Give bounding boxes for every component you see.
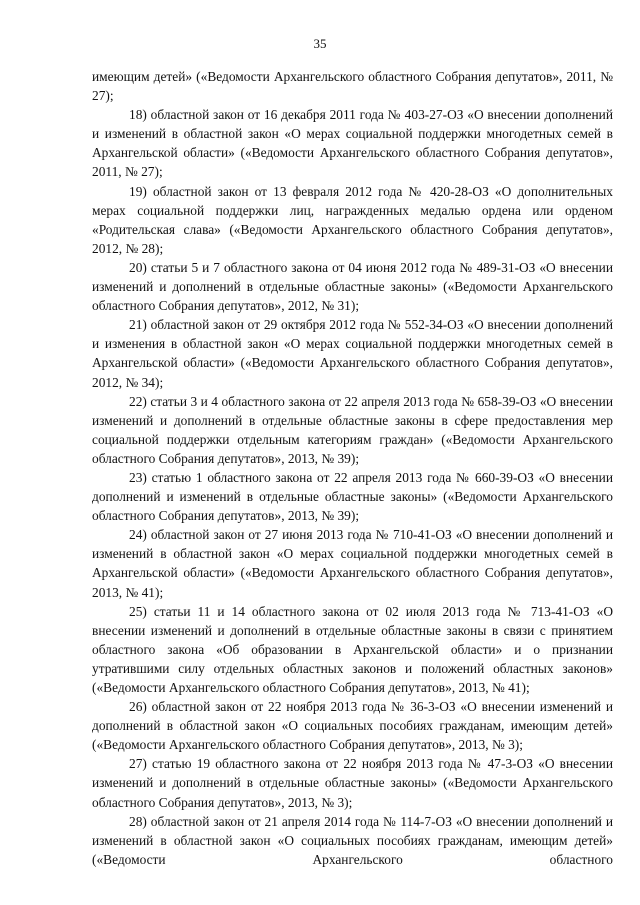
list-item-20: 20) статьи 5 и 7 областного закона от 04 июня 2012 года № 489-31-ОЗ «О внесении изменений и дополнений в отдельные областные законы» («Ведомости Архангельского областного Собрания депутатов», 2012, № 31); [92, 259, 613, 314]
list-item-21: 21) областной закон от 29 октября 2012 года № 552-34-ОЗ «О внесении дополнений и изменения в областной закон «О мерах социальной поддержки многодетных семей в Архангельской области» («Ведомости Архангельского областного Собрания депутатов», 2012, № 34); [92, 317, 613, 390]
list-item-22: 22) статьи 3 и 4 областного закона от 22 апреля 2013 года № 658-39-ОЗ «О внесении изменений и дополнений в отдельные областные законы в сфере предоставления мер социальной поддержки отдельным категориям граждан» («Ведомости Архангельского областного Собрания депутатов», 2013, № 39); [92, 393, 613, 466]
list-item-23: 23) статью 1 областного закона от 22 апреля 2013 года № 660-39-ОЗ «О внесении дополнений и изменений в отдельные областные законы» («Ведомости Архангельского областного Собрания депутатов», 2013, № 39); [92, 469, 613, 524]
list-item-27: 27) статью 19 областного закона от 22 ноября 2013 года № 47-3-ОЗ «О внесении изменений и дополнений в отдельные областные законы» («Ведомости Архангельского областного Собрания депутатов», 2013, № 3); [92, 756, 613, 810]
list-item-28: 28) областной закон от 21 апреля 2014 года № 114-7-ОЗ «О внесении дополнений и изменений в областной закон «О социальных пособиях гражданам, имеющим детей» («Ведомости Архангельского областного [92, 813, 613, 867]
list-item-25: 25) статьи 11 и 14 областного закона от 02 июля 2013 года № 713-41-ОЗ «О внесении изменений и дополнений в отдельные областные законы в связи с принятием областного закона «Об образовании в Архангельской области» и о признании утратившими силу отдельных областных законов и положений областных законов» («Ведомости Архангельского областного Собрания депутатов», 2013, № 41); [92, 603, 613, 695]
list-item-18: 18) областной закон от 16 декабря 2011 года № 403-27-ОЗ «О внесении дополнений и изменений в областной закон «О мерах социальной поддержки многодетных семей в Архангельской области» («Ведомости Архангельского областного Собрания депутатов», 2011, № 27); [92, 107, 613, 180]
list-item-24: 24) областной закон от 27 июня 2013 года № 710-41-ОЗ «О внесении дополнений и изменений в областной закон «О мерах социальной поддержки многодетных семей в Архангельской области» («Ведомости Архангельского областного Собрания депутатов», 2013, № 41); [92, 527, 613, 600]
list-item-19: 19) областной закон от 13 февраля 2012 года № 420-28-ОЗ «О дополнительных мерах социальной поддержки лиц, награжденных медалью ордена или орденом «Родительская слава» («Ведомости Архангельского областного Собрания депутатов», 2012, № 28); [92, 183, 613, 256]
page-number: 35 [313, 36, 327, 51]
paragraph-continued: имеющим детей» («Ведомости Архангельского областного Собрания депутатов», 2011, № 27); [92, 69, 613, 104]
list-item-26: 26) областной закон от 22 ноября 2013 года № 36-3-ОЗ «О внесении изменений и дополнений в областной закон «О социальных пособиях гражданам, имеющим детей» («Ведомости Архангельского областного Собрания депутатов», 2013, № 3); [92, 699, 613, 753]
document-body [92, 67, 613, 869]
